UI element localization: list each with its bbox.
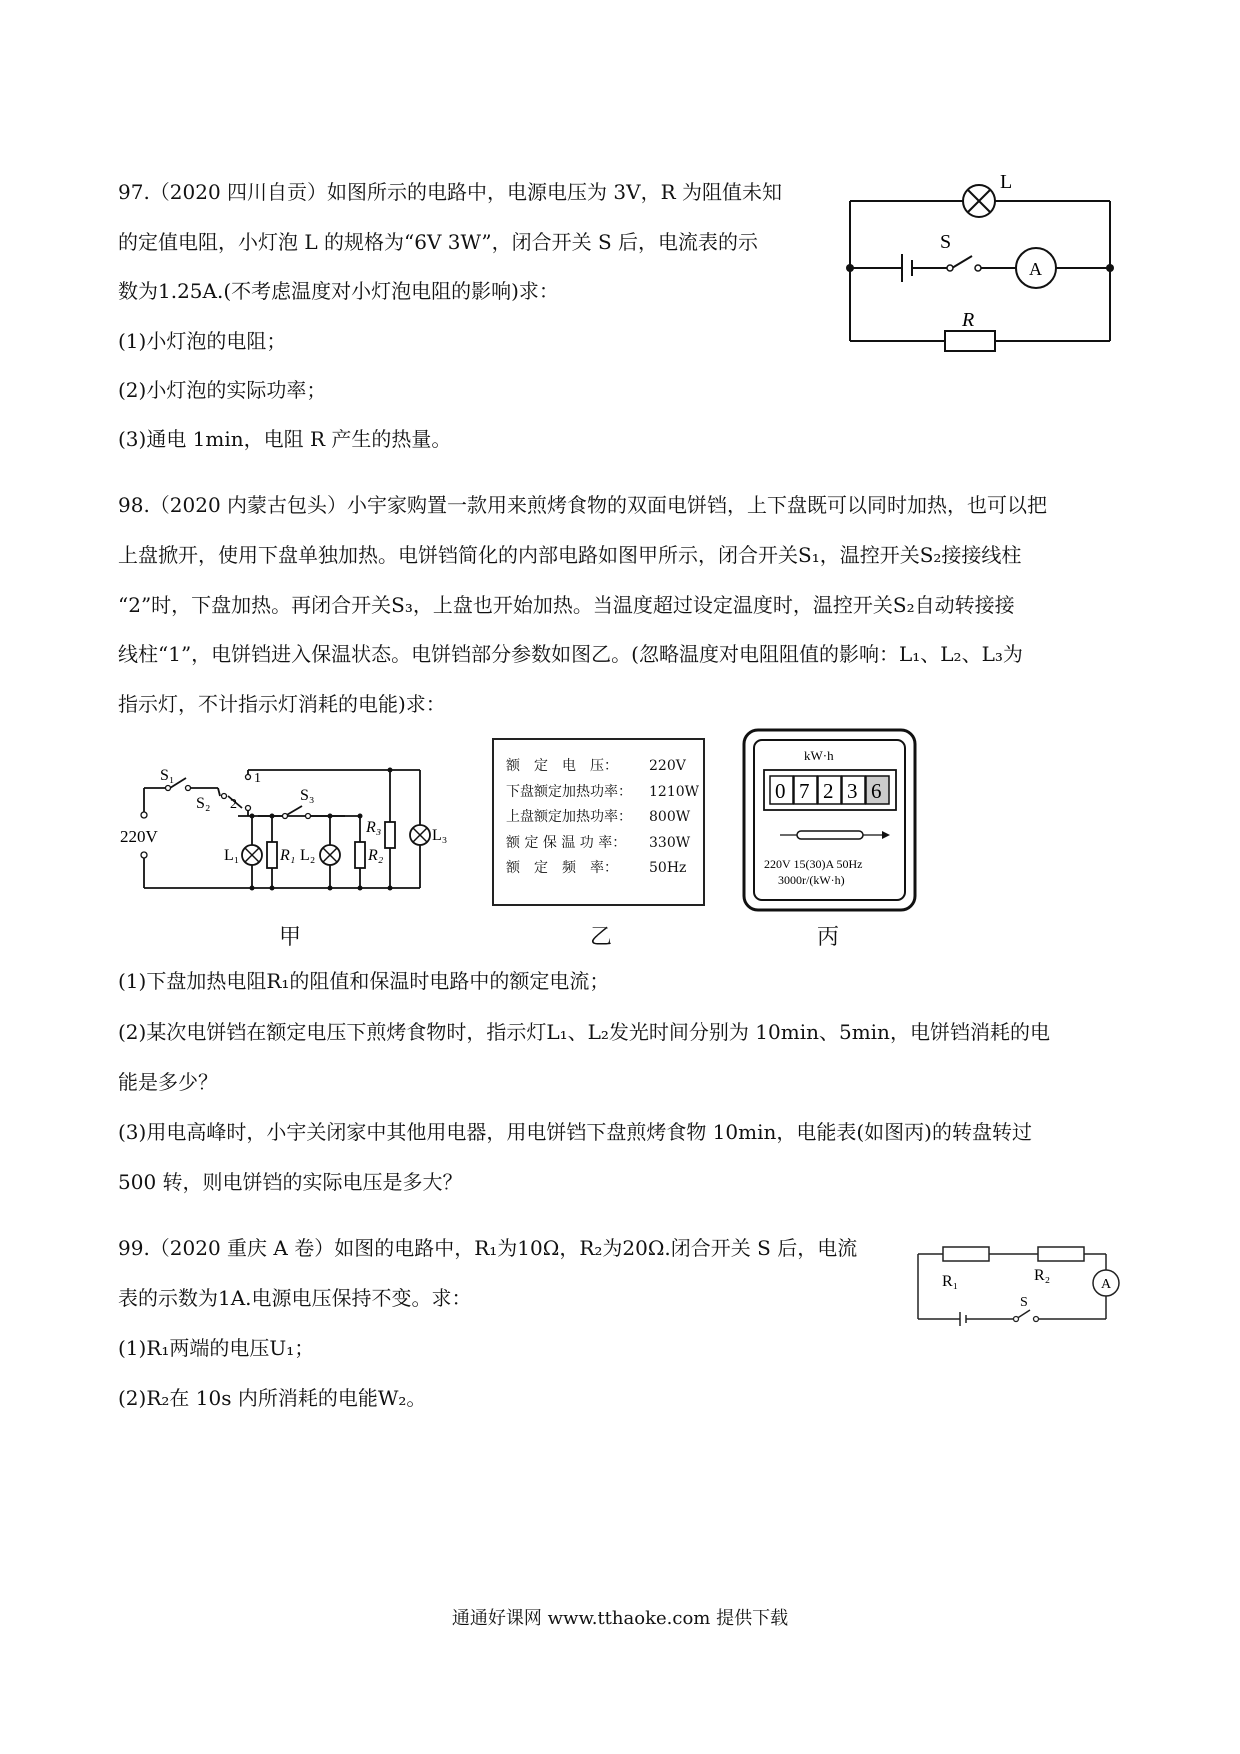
q98-l3-label: L₃ <box>432 827 448 844</box>
q97-lamp-label: L <box>1000 171 1013 193</box>
q99-ammeter-label: A <box>1101 1277 1112 1292</box>
q98-s2-label: S₂ <box>196 795 211 812</box>
q99-line-1: 99.（2020 重庆 A 卷）如图的电路中，R₁为10Ω，R₂为20Ω.闭合开关 S 后，电流 <box>118 1236 858 1260</box>
param-row <box>506 780 703 806</box>
param-label: 额 定 频 率： <box>506 860 618 876</box>
meter-digit: 3 <box>847 779 858 803</box>
param-label: 额 定 电 压： <box>506 758 618 774</box>
meter-digit: 6 <box>871 779 882 803</box>
param-value: 330W <box>649 834 691 851</box>
q99-circuit-diagram <box>908 1234 1128 1334</box>
q99-r2-label: R₂ <box>1034 1267 1051 1284</box>
page-footer: 通通好课网 www.tthaoke.com 提供下载 <box>451 1608 789 1629</box>
param-value: 50Hz <box>649 860 687 876</box>
caption-bing: 丙 <box>817 925 840 950</box>
q98-line-2: 上盘掀开，使用下盘单独加热。电饼铛简化的内部电路如图甲所示，闭合开关S₁，温控开关S₂接接线柱 <box>118 543 1022 567</box>
q98-s1-label: S₁ <box>160 767 175 784</box>
q97-line-3: 数为1.25A.(不考虑温度对小灯泡电阻的影响)求： <box>118 279 559 303</box>
q98-line-5: 指示灯，不计指示灯消耗的电能)求： <box>118 692 446 716</box>
param-label: 下盘额定加热功率： <box>506 783 632 800</box>
q98-r2-label: R₂ <box>368 847 384 864</box>
meter-unit: kW·h <box>804 748 834 763</box>
caption-yi: 乙 <box>590 925 613 950</box>
param-value: 220V <box>649 758 686 774</box>
q98-param-table <box>492 738 705 906</box>
meter-spec-2: 3000r/(kW·h) <box>778 873 845 887</box>
q97-sub-3: (3)通电 1min，电阻 R 产生的热量。 <box>118 427 452 451</box>
q99-line-2: 表的示数为1A.电源电压保持不变。求： <box>118 1286 472 1310</box>
q97-sub-1: (1)小灯泡的电阻； <box>118 329 287 353</box>
param-label: 额 定 保 温 功 率： <box>506 834 627 851</box>
q98-sub-2: (2)某次电饼铛在额定电压下煎烤食物时，指示灯L₁、L₂发光时间分别为 10min、5min，电饼铛消耗的电 <box>118 1020 1050 1044</box>
q98-s3-label: S₃ <box>300 787 315 804</box>
q98-circuit-jia <box>120 760 460 900</box>
q98-r1-label: R₁ <box>280 847 296 864</box>
param-row <box>506 805 703 831</box>
param-row <box>506 856 703 882</box>
q98-t2-label: 2 <box>230 797 237 812</box>
q98-l2-label: L₂ <box>300 847 316 864</box>
q98-line-4: 线柱“1”，电饼铛进入保温状态。电饼铛部分参数如图乙。(忽略温度对电阻阻值的影响：L₁、L₂、L₃为 <box>118 642 1023 666</box>
q97-sub-2: (2)小灯泡的实际功率； <box>118 378 327 402</box>
q99-r1-label: R₁ <box>942 1273 959 1290</box>
q98-sub-3-cont: 500 转，则电饼铛的实际电压是多大？ <box>118 1170 463 1194</box>
q97-switch-label: S <box>940 231 952 253</box>
meter-digit: 7 <box>799 779 810 803</box>
q98-l1-label: L₁ <box>224 847 240 864</box>
q98-voltage-label: 220V <box>120 827 158 846</box>
q98-sub-2-cont: 能是多少？ <box>118 1070 218 1094</box>
q98-t1-label: 1 <box>254 771 261 786</box>
param-value: 800W <box>649 809 691 825</box>
q98-line-3: “2”时，下盘加热。再闭合开关S₃，上盘也开始加热。当温度超过设定温度时，温控开关S₂自动转接接 <box>118 593 1015 617</box>
meter-spec-1: 220V 15(30)A 50Hz <box>764 857 863 871</box>
q99-switch-label: S <box>1020 1295 1028 1310</box>
param-label: 上盘额定加热功率： <box>506 809 632 825</box>
q97-line-1: 97.（2020 四川自贡）如图所示的电路中，电源电压为 3V，R 为阻值未知 <box>118 180 783 204</box>
caption-jia: 甲 <box>279 925 302 950</box>
meter-digit: 2 <box>823 779 834 803</box>
q97-circuit-diagram <box>840 168 1120 353</box>
q97-ammeter-label: A <box>1029 259 1042 279</box>
param-row <box>506 754 703 780</box>
meter-digit: 0 <box>775 779 786 803</box>
q99-sub-2: (2)R₂在 10s 内所消耗的电能W₂。 <box>118 1386 427 1410</box>
param-row <box>506 831 703 857</box>
param-value: 1210W <box>649 783 700 800</box>
q98-line-1: 98.（2020 内蒙古包头）小宇家购置一款用来煎烤食物的双面电饼铛，上下盘既可以同时加热，也可以把 <box>118 493 1048 517</box>
q98-energy-meter <box>742 728 917 912</box>
q97-line-2: 的定值电阻，小灯泡 L 的规格为“6V 3W”，闭合开关 S 后，电流表的示 <box>118 230 759 254</box>
q99-sub-1: (1)R₁两端的电压U₁； <box>118 1336 315 1360</box>
q98-sub-1: (1)下盘加热电阻R₁的阻值和保温时电路中的额定电流； <box>118 969 610 993</box>
q97-resistor-label: R <box>962 309 975 331</box>
q98-r3-label: R₃ <box>366 819 382 836</box>
q98-sub-3: (3)用电高峰时，小宇关闭家中其他用电器，用电饼铛下盘煎烤食物 10min，电能表(如图丙)的转盘转过 <box>118 1120 1032 1144</box>
